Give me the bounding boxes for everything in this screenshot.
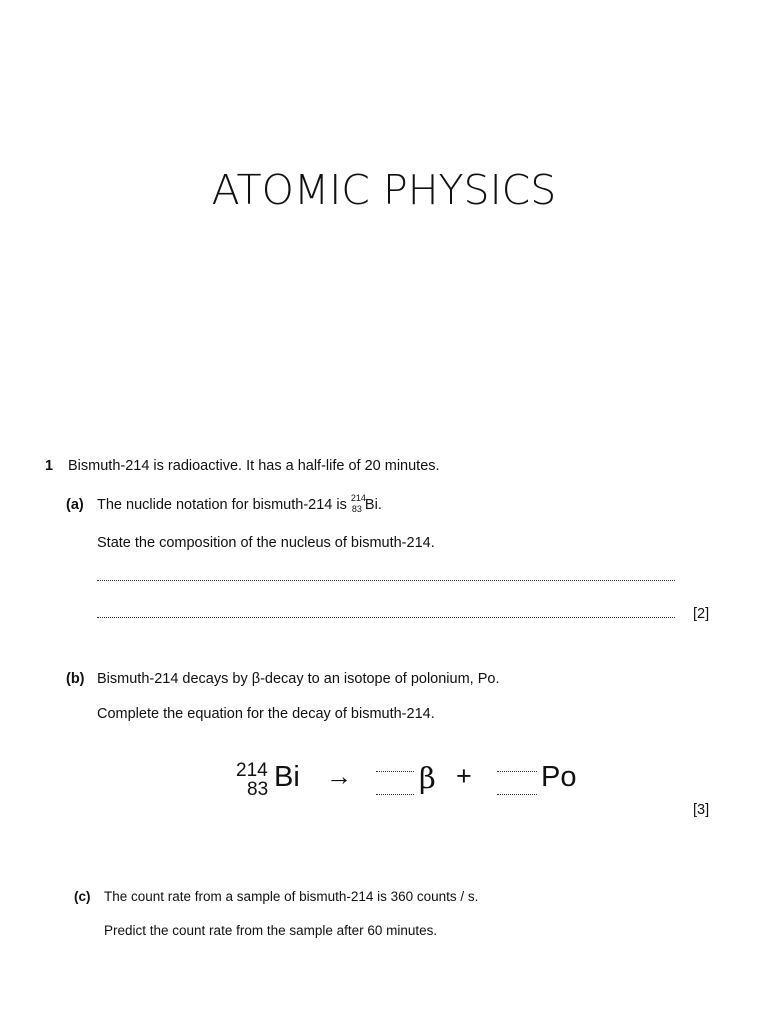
parent-atomic-number: 83 [247,779,269,800]
question-stem: Bismuth-214 is radioactive. It has a half-life of 20 minutes. [68,458,440,474]
part-b-text: Bismuth-214 decays by β-decay to an isotope of polonium, Po. [97,671,500,687]
part-c-label: (c) [74,889,91,904]
part-b-instruction: Complete the equation for the decay of bismuth-214. [97,706,435,722]
beta-symbol: β [419,761,436,795]
marks-b: [3] [693,802,710,818]
nuclide-symbol: Bi [364,497,378,513]
part-b-label: (b) [66,671,85,687]
parent-symbol: Bi [274,761,300,793]
plus-sign: + [456,761,472,791]
part-a-text-lead: The nuclide notation for bismuth-214 is [97,497,351,513]
polonium-atomic-blank[interactable] [497,794,537,795]
part-c-text: The count rate from a sample of bismuth-214 is 360 counts / s. [104,889,479,904]
part-a-text [97,493,382,514]
part-a-instruction: State the composition of the nucleus of bismuth-214. [97,535,435,551]
daughter-symbol: Po [541,761,577,793]
answer-line-a1[interactable] [97,580,675,581]
part-a-label: (a) [66,497,84,513]
nuclide-notation [350,493,366,514]
reaction-arrow: → [326,761,352,791]
question-number: 1 [45,458,54,474]
nuclide-atomic-number: 83 [351,504,362,514]
decay-equation [230,757,610,807]
marks-a: [2] [693,606,710,622]
page-title: ATOMIC PHYSICS [211,166,557,214]
polonium-mass-blank[interactable] [497,771,537,772]
part-c-instruction: Predict the count rate from the sample after 60 minutes. [104,923,438,938]
part-a-text-end: . [377,497,382,513]
nuclide-mass-number: 214 [350,493,366,503]
beta-atomic-blank[interactable] [376,794,414,795]
beta-mass-blank[interactable] [376,771,414,772]
parent-mass-number: 214 [236,760,268,781]
answer-line-a2[interactable] [97,617,675,618]
